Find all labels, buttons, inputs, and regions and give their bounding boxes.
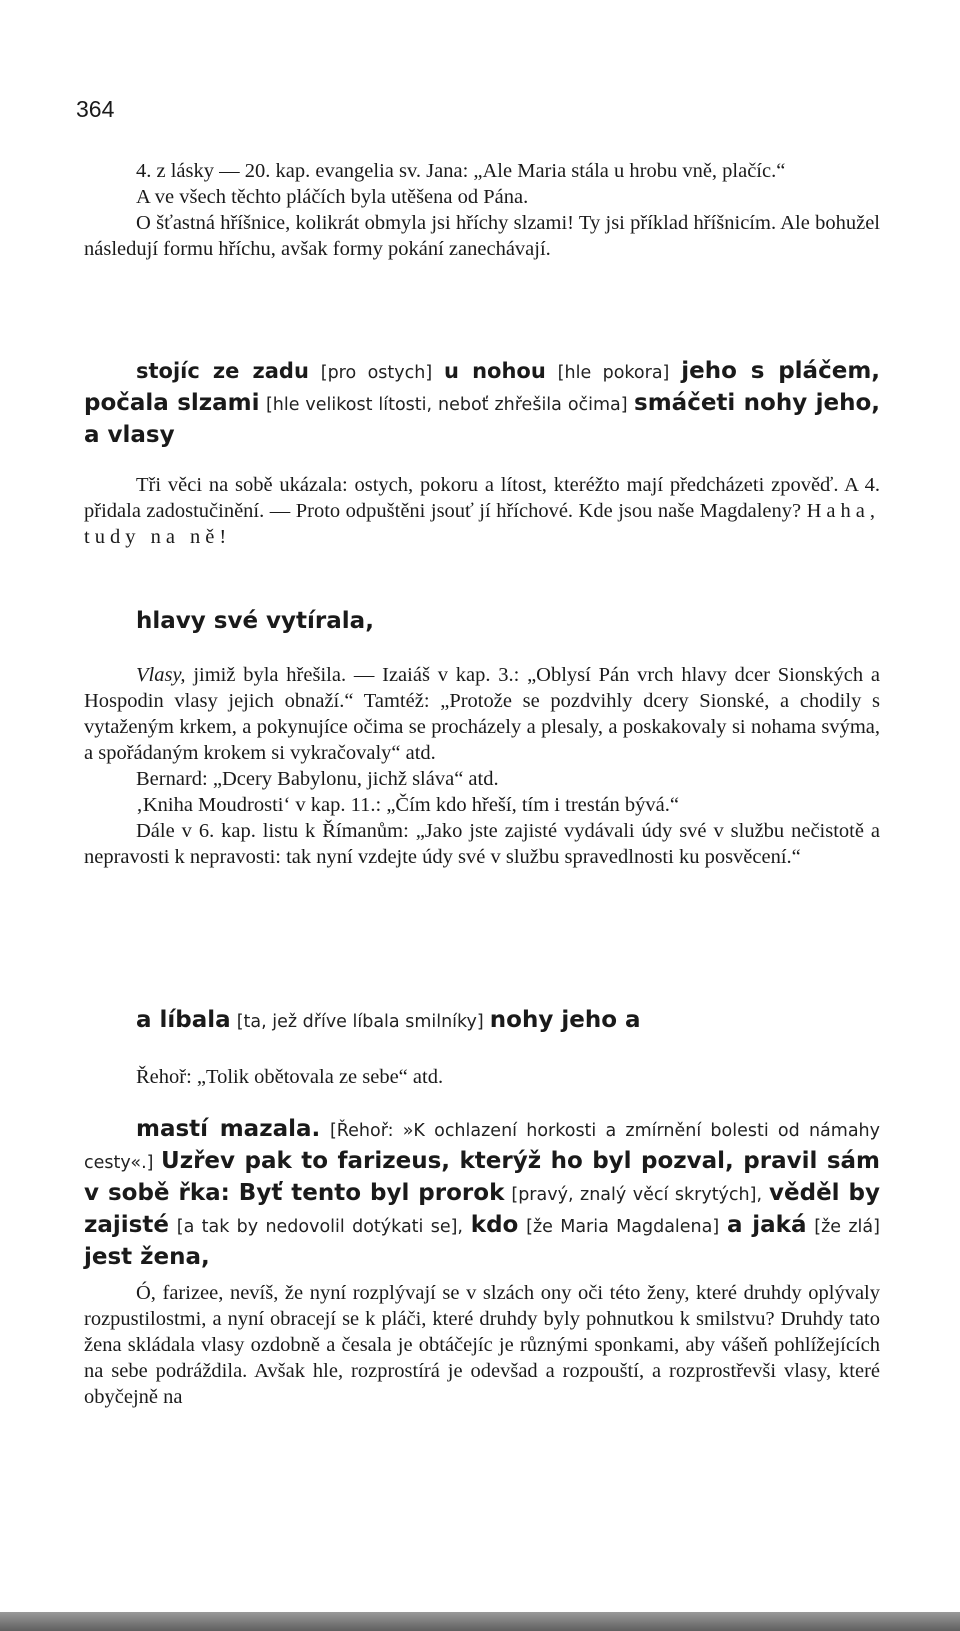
lemma-text: stojíc ze zadu [136,359,309,383]
paragraph: Řehoř: „Tolik obětovala ze sebe“ atd. [136,1066,444,1088]
lemma-text: hlavy své vytírala, [136,608,374,634]
lemma-text: a líbala [136,1007,231,1033]
lemma-text: kdo [470,1212,519,1238]
paragraph: Dále v 6. kap. listu k Římanům: „Jako jste zajisté vydávali údy své v službu nečistotě a nepravosti k nepravosti: tak nyní vzdejte údy své v službu spravedlnosti ku posvěcení.“ [84,820,880,868]
lemma-text: nohy jeho a [489,1007,641,1033]
lemma-text: mastí mazala. [136,1116,321,1142]
paragraph-block-1 [84,158,880,262]
paragraph: Ó, farizee, nevíš, že nyní rozplývají se v slzách ony oči této ženy, které druhdy oplývaly rozpustilostmi, a nyní obracejí se k pláči, které druhdy byly pohnutkou k smilstvu? Druhdy tato žena skládala vlasy ozdobně a česala je obtáčejíc je různými sponkami, aby vášeň pohlížejících na sebe podráždila. Avšak hle, rozprostírá je odevšad a rozpouští, a rozprostřevši vlasy, které obyčejně na [84,1282,880,1408]
gospel-lemma-3 [84,1005,880,1037]
lemma-gloss: [pro ostych] [320,363,433,383]
paragraph: 4. z lásky — 20. kap. evangelia sv. Jana: „Ale Maria stála u hrobu vně, plačíc.“ [136,160,786,182]
paragraph-block-3 [84,662,880,870]
paragraph: ‚Kniha Moudrosti‘ v kap. 11.: „Čím kdo hřeší, tím i trestán bývá.“ [136,794,679,816]
lemma-gloss: [že zlá] [814,1217,880,1237]
spaced-exclamation: Haha, tudy na ně! [84,500,880,548]
paragraph: A ve všech těchto pláčích byla utěšena od Pána. [136,186,529,208]
lemma-text: Uzřev pak to farizeus, kterýž ho byl pozval, pravil sám v sobě řka: Byť tento byl prorok [84,1148,880,1206]
page-number: 364 [76,96,115,122]
lemma-text: jest žena, [84,1244,210,1270]
gospel-lemma-4 [84,1114,880,1273]
lemma-gloss: [hle pokora] [557,363,670,383]
paragraph-block-2 [84,472,880,550]
lemma-text: jeho s pláčem, počala slzami [84,358,881,416]
paragraph-block-4 [84,1064,880,1090]
lemma-gloss: [a tak by nedovolil dotýkati se], [176,1217,463,1237]
lemma-text: a jaká [726,1212,807,1238]
lemma-gloss: [Řehoř: »K ochlazení horkosti a zmírnění bolesti od námahy cesty«.] [84,1121,880,1173]
lemma-text: smáčeti nohy jeho, a vlasy [84,390,880,448]
paragraph-block-5 [84,1280,880,1410]
paragraph: O šťastná hříšnice, kolikrát obmyla jsi hříchy slzami! Ty jsi příklad hříšnicím. Ale bohužel následují formu hříchu, avšak formy pokání zanechávají. [84,212,880,260]
lemma-text: u nohou [444,359,546,383]
lemma-gloss: [pravý, znalý věcí skrytých], [511,1185,763,1205]
scan-bottom-edge [0,1612,960,1631]
gospel-lemma-1 [84,356,880,451]
paragraph: jimiž byla hřešila. — Izaiáš v kap. 3.: „Oblysí Pán vrch hlavy dcer Sionských a Hospodin vlasy jejich obnaží.“ Tamtéž: „Protože se pozdvihly dcery Sionské, a chodily s vytaženým krkem, a pokynujíce očima se procházely a plesaly, a poskakovaly si nohama svýma, a spořádaným krokem si vykračovaly“ atd. [84,664,881,764]
paragraph: Bernard: „Dcery Babylonu, jichž sláva“ atd. [136,768,499,790]
italic-word: Vlasy, [136,664,186,686]
lemma-gloss: [hle velikost lítosti, neboť zhřešila očima] [265,395,628,415]
gospel-lemma-2 [84,606,880,637]
lemma-gloss: [ta, jež dříve líbala smilníky] [236,1012,484,1032]
paragraph: Tři věci na sobě ukázala: ostych, pokoru a lítost, kteréžto mají předcházeti zpověď. A 4. přidala zadostučinění. — Proto odpuštěni jsouť jí hříchové. Kde jsou naše Magdaleny? [84,474,880,522]
lemma-gloss: [že Maria Magdalena] [526,1217,720,1237]
lemma-text: věděl by zajisté [84,1180,880,1238]
